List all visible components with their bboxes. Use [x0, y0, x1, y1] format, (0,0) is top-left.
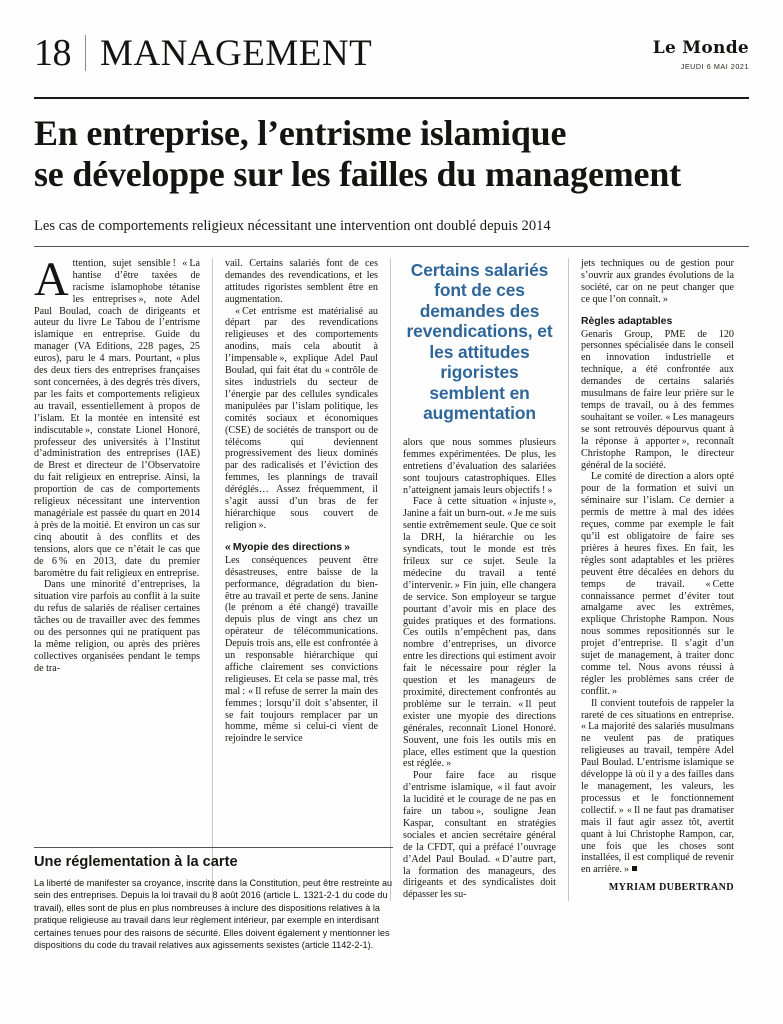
issue-date: JEUDI 6 MAI 2021: [680, 61, 749, 71]
paragraph: Dans une minorité d’entreprises, la situation vire parfois au conflit à la suite du refus de salariés de réaliser certaines tâches ou de travailler avec des femmes ou des personnes qui ne pratiquent pas la même religion, ou après des prières collectives organisées pendant le temps de tra-: [34, 579, 200, 674]
byline: MYRIAM DUBERTRAND: [608, 882, 734, 894]
paragraph: « Cet entrisme est matérialisé au départ par des revendications religieuses et des comportements anodins, mais cela aboutit à l’impensable », explique Adel Paul Boulad, qui fait état du « contrôle de sites industriels du secteur de l’énergie par des cellules syndicales manipulées par l’islam politique, les comités sociaux et économiques (CSE) de sociétés de transport ou de télécoms qui deviennent progressivement des lieux dominés par des radicalisés et l’éviction des femmes, les plannings de travail déréglés… Assez fréquemment, il s’agit aussi d’un bras de fer hiérarchique sous couvert de religion ».: [225, 305, 378, 531]
column-2: [212, 258, 390, 901]
column-3: [390, 258, 568, 901]
sidebar-rule: [34, 847, 393, 848]
column-1-body: [34, 252, 200, 675]
drop-cap: A: [34, 252, 69, 306]
paragraph: Pour faire face au risque d’entrisme islamique, « il faut avoir la lucidité et le courage de ne pas en faire un tabou », souligne Jean Kaspar, consultant en stratégies sociales et ancien secrétaire général de la CFDT, qui a préfacé l’ouvrage d’Adel Paul Boulad. « D’autre part, la formation des manageurs, des dirigeants et des syndicalistes doit dépasser les su-: [403, 770, 556, 901]
article-columns: [34, 252, 749, 901]
paragraph-text: Il convient toutefois de rappeler la rareté de ces situations en entreprise. « La majorité des salariés musulmans ne veulent pas de pratiques religieuses au travail, tempère Adel Paul Boulad. L’entrisme islamique se développe là où il y a des failles dans le management, les valeurs, les processus et le fonctionnement collectif. » « Il ne faut pas dramatiser mais il faut agir assez tôt, avertit quant à lui Christophe Rampon, car, une fois que les choses sont installées, il est compliqué de revenir en arrière. »: [581, 697, 734, 876]
column-3-body: [403, 437, 556, 901]
headline-line-2: se développe sur les failles du management: [34, 153, 681, 194]
sidebar-regulation-box: [34, 847, 393, 951]
masthead-right: [653, 34, 749, 71]
headline-line-1: En entreprise, l’entrisme islamique: [34, 113, 567, 153]
paragraph: Genaris Group, PME de 120 personnes spécialisée dans le conseil en innovation industrielle et technique, a été confrontée aux demandes de certains salariés musulmans de faire leur prière sur le temps de travail, ou à des femmes souhaitant se voiler. « Les manageurs se sont retrouvés dépourvus quant à la réponse à apporter », reconnaît Christophe Rampon, le directeur général de la société.: [581, 328, 734, 471]
masthead: [34, 0, 749, 72]
subheading-myopie: « Myopie des directions »: [225, 541, 350, 553]
paragraph: Le comité de direction a alors opté pour de la formation et suivi un séminaire sur l’islam. Ce dernier a permis de mettre à mal des idées reçues, comme par exemple le fait qu’il est obligatoire de faire ses prières à heures fixes. En fait, les règles sont adaptables et les prières peuvent être décalées en dehors du temps de travail. « Cette connaissance permet d’éviter tout amalgame avec les extrêmes, explique Christophe Rampon. Nous nous sommes repositionnés sur le projet d’entreprise. Il s’agit d’un sujet de management, à traiter donc comme tel. Nous avons réussi à régler les problèmes sans créer de conflit. »: [581, 471, 734, 697]
paragraph: Face à cette situation « injuste », Janine a fait un burn-out. « Je me suis sentie extrêmement seule. Que ce soit la DRH, la hiérarchie ou les syndicats, tout le monde est très frileux sur ce sujet. Seule la médecine du travail a tenté d’intervenir. » Fin juin, elle changera de service. Son employeur se targue pourtant d’avoir mis en place des guides pratiques et des formations. Ces outils n’empêchent pas, dans nombre d’entreprises, un divorce entre les directions qui estiment avoir fait le nécessaire pour régler la question et les manageurs de proximité, directement confrontés au problème sur le terrain. « Il peut exister une myopie des directions générales, reconnaît Lionel Honoré. Souvent, une fois les outils mis en place, elles estiment que la question est réglée. »: [403, 496, 556, 770]
paragraph: [34, 252, 200, 579]
paragraph: alors que nous sommes plusieurs femmes expérimentées. De plus, les entretiens d’évaluation des salariées sont toujours catastrophiques. Elles n’atteignent jamais leurs objectifs ! »: [403, 436, 556, 496]
page-number: 18: [34, 32, 71, 74]
header-rule: [34, 97, 749, 99]
paragraph: jets techniques ou de gestion pour s’ouvrir aux grandes évolutions de la société, car on ne peut changer que ce que l’on connaît. »: [581, 257, 734, 305]
standfirst: Les cas de comportements religieux nécessitant une intervention ont doublé depuis 2014: [34, 218, 551, 235]
page-title: [34, 113, 749, 194]
column-4: [568, 258, 746, 901]
paragraph-text: ttention, sujet sensible ! « La hantise d’être taxées de racisme islamophobe tétanise les entreprises », note Adel Paul Boulad, coach de dirigeants et auteur du livre Le Tabou de l’entrisme islamique en entreprise. Guide du manager (VA Editions, 228 pages, 25 euros), paru le 4 mars. Pourtant, « plus des deux tiers des entreprises françaises sont concernées, à des degrés très divers, par les faits et comportements religieux au travail, essentiellement à propos de l’islam. Et la montée en intensité est indiscutable », constate Lionel Honoré, professeur des universités à l’Institut d’administration des entreprises (IAE) de Brest et directeur de l’Observatoire du fait religieux en entreprise. Ainsi, la proportion de cas de comportements religieux nécessitant une intervention managériale est passée du quart en 2014 à près de la moitié. Et environ un cas sur cinq aboutit à des conflits et des tensions, alors que ce n’était le cas que de 6 % en 2013, date du premier baromètre du fait religieux en entreprise.: [34, 257, 200, 579]
brand-logo: Le Monde: [652, 38, 749, 58]
masthead-left: [34, 34, 372, 72]
masthead-divider: [85, 35, 86, 71]
column-2-body: [225, 258, 378, 745]
paragraph: Les conséquences peuvent être désastreuses, entre baisse de la performance, dégradation du bien-être au travail et perte de sens. Janine (le prénom a été changé) travaille depuis plus de vingt ans chez un opérateur de télécommunications. Depuis trois ans, elle est confrontée à un responsable hiérarchique qui affiche clairement ses convictions religieuses. Et cela se passe mal, très mal : « Il refuse de serrer la main des femmes ; lorsqu’il doit s’absenter, il se fait toujours remplacer par un homme, même si celui-ci vient de rejoindre le service: [225, 554, 378, 745]
column-4-body: [581, 258, 734, 876]
paragraph: [581, 698, 734, 877]
headline-rule: [34, 246, 749, 247]
pull-quote: Certains salariés font de ces demandes des revendications, et les attitudes rigoristes semblent en augmentation: [406, 259, 553, 424]
subheading-regles-adaptables: Règles adaptables: [581, 315, 673, 327]
paragraph: vail. Certains salariés font de ces demandes des revendications, et les attitudes rigoristes semblent être en augmentation.: [225, 257, 378, 305]
sidebar-title: Une réglementation à la carte: [34, 854, 238, 870]
section-title: MANAGEMENT: [100, 32, 373, 74]
end-mark-icon: [632, 866, 637, 871]
sidebar-body: La liberté de manifester sa croyance, inscrite dans la Constitution, peut être restreinte au sein des entreprises. Depuis la loi travail du 8 août 2016 (article L. 1321-2-1 du code du travail), elles sont de plus en plus nombreuses à inclure des dispositions relatives à la pratique religieuse au travail dans leur règlement intérieur, par exemple en interdisant certaines tenues pour des raisons de sécurité. Elles doivent également y mentionner les dispositions du code du travail relatives aux agissements sexistes (article 1142-2-1).: [34, 878, 393, 951]
column-1: [34, 252, 212, 901]
